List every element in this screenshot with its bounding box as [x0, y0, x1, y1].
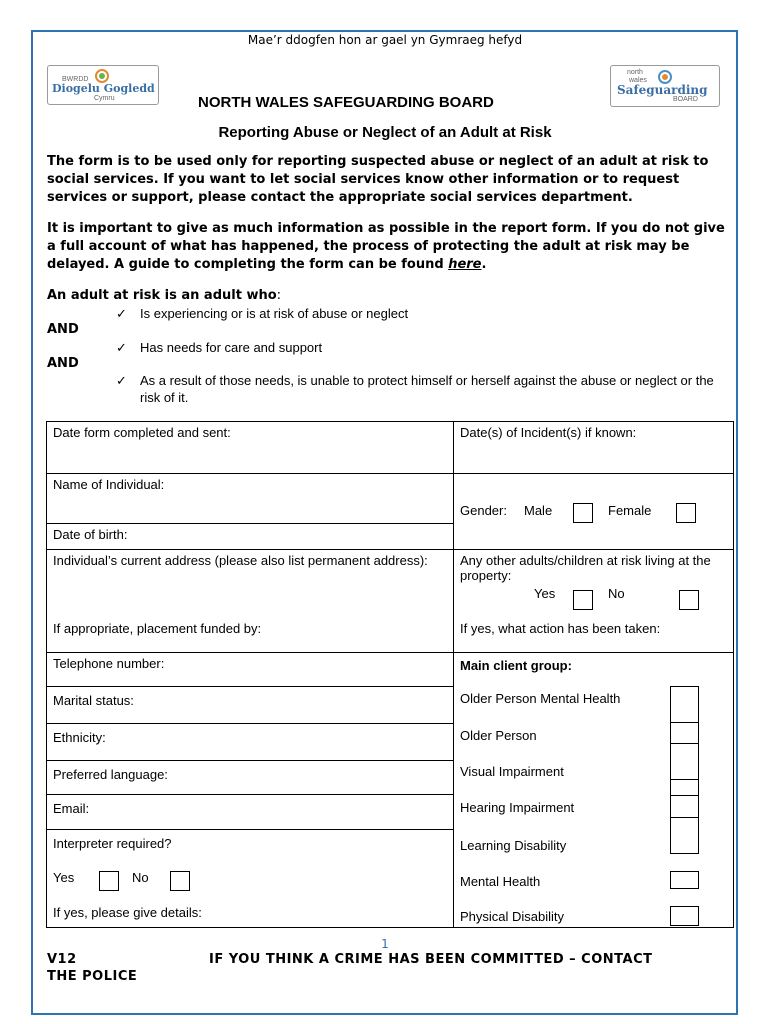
marital-status-field[interactable]: Marital status: [47, 687, 453, 724]
and-label: AND [47, 322, 79, 337]
and-label: AND [47, 356, 79, 371]
criteria-item: ✓ As a result of those needs, is unable to protect himself or herself against the abuse or neglect or the risk of it. [116, 373, 714, 405]
other-adults-yes-checkbox[interactable] [573, 590, 593, 610]
north-wales-safeguarding-logo: north wales Safeguarding BOARD [610, 65, 720, 107]
action-taken-label: If yes, what action has been taken: [460, 621, 661, 636]
check-icon: ✓ [116, 340, 127, 355]
client-group-label: Learning Disability [460, 838, 567, 853]
client-group-label: Hearing Impairment [460, 800, 575, 815]
visual-impairment-checkbox[interactable] [670, 779, 699, 796]
address-field[interactable]: Individual’s current address (please also list permanent address): If appropriate, placement funded by: [47, 550, 454, 653]
welsh-availability-note: Mae’r ddogfen hon ar gael yn Gymraeg hefyd [247, 33, 523, 47]
client-group-heading: Main client group: [460, 658, 572, 673]
report-title: Reporting Abuse or Neglect of an Adult at Risk [218, 124, 552, 141]
diogelu-gogledd-logo: BWRDD Diogelu Gogledd Cymru [47, 65, 159, 105]
interpreter-yes-checkbox[interactable] [99, 871, 119, 891]
ethnicity-field[interactable]: Ethnicity: [47, 724, 453, 761]
check-icon: ✓ [116, 306, 127, 321]
incident-dates-field[interactable]: Date(s) of Incident(s) if known: [454, 422, 734, 474]
older-person-checkbox-lower[interactable] [670, 743, 699, 780]
date-completed-field[interactable]: Date form completed and sent: [47, 422, 454, 474]
intro-paragraph-2: It is important to give as much information as possible in the report form. If you do not give a full account of what has happened, the process of protecting the adult at risk may be delayed. A guide to completing the form can be found here. [47, 221, 725, 272]
version-label: V12 [47, 952, 77, 967]
check-icon: ✓ [116, 373, 127, 388]
client-group-label: Physical Disability [460, 909, 565, 924]
other-adults-no-checkbox[interactable] [679, 590, 699, 610]
at-risk-heading: An adult at risk is an adult who: [47, 288, 282, 303]
client-group-label: Visual Impairment [460, 764, 564, 779]
email-field[interactable]: Email: [47, 795, 453, 830]
mental-health-checkbox[interactable] [670, 871, 699, 889]
dob-field[interactable]: Date of birth: [47, 524, 454, 550]
hearing-impairment-checkbox[interactable] [670, 795, 699, 818]
other-adults-field: Any other adults/children at risk living at the property: Yes No If yes, what action has been taken: [454, 550, 734, 653]
physical-disability-checkbox[interactable] [670, 906, 699, 926]
guide-link[interactable]: here [448, 257, 482, 272]
board-title: NORTH WALES SAFEGUARDING BOARD [198, 94, 494, 111]
name-field[interactable]: Name of Individual: [47, 474, 454, 524]
page-number: 1 [381, 937, 389, 951]
learning-disability-checkbox[interactable] [670, 817, 699, 854]
report-form-table [46, 421, 734, 928]
criteria-item: ✓ Has needs for care and support [116, 340, 323, 355]
client-group-label: Mental Health [460, 874, 541, 889]
gender-male-checkbox[interactable] [573, 503, 593, 523]
intro-paragraph-1: The form is to be used only for reporting suspected abuse or neglect of an adult at risk to social services. If you want to let social services know other information or to request services or support, please contact the appropriate social services department. [47, 154, 709, 205]
language-field[interactable]: Preferred language: [47, 761, 453, 795]
telephone-field[interactable]: Telephone number: [47, 653, 453, 687]
interpreter-no-checkbox[interactable] [170, 871, 190, 891]
police-warning-end: THE POLICE [47, 969, 138, 984]
client-group-label: Older Person [460, 728, 537, 743]
older-person-mh-checkbox[interactable] [670, 686, 699, 723]
older-person-checkbox[interactable] [670, 722, 699, 744]
gender-female-checkbox[interactable] [676, 503, 696, 523]
client-group-label: Older Person Mental Health [460, 691, 621, 706]
gender-field: Gender: Male Female [454, 474, 734, 550]
interpreter-field: Interpreter required? Yes No If yes, please give details: [53, 836, 202, 920]
criteria-item: ✓ Is experiencing or is at risk of abuse or neglect [116, 306, 409, 321]
personal-details-cell [47, 653, 454, 928]
interpreter-details-label: If yes, please give details: [53, 905, 202, 920]
police-warning: IF YOU THINK A CRIME HAS BEEN COMMITTED – CONTACT [209, 952, 653, 967]
placement-label: If appropriate, placement funded by: [53, 621, 262, 636]
